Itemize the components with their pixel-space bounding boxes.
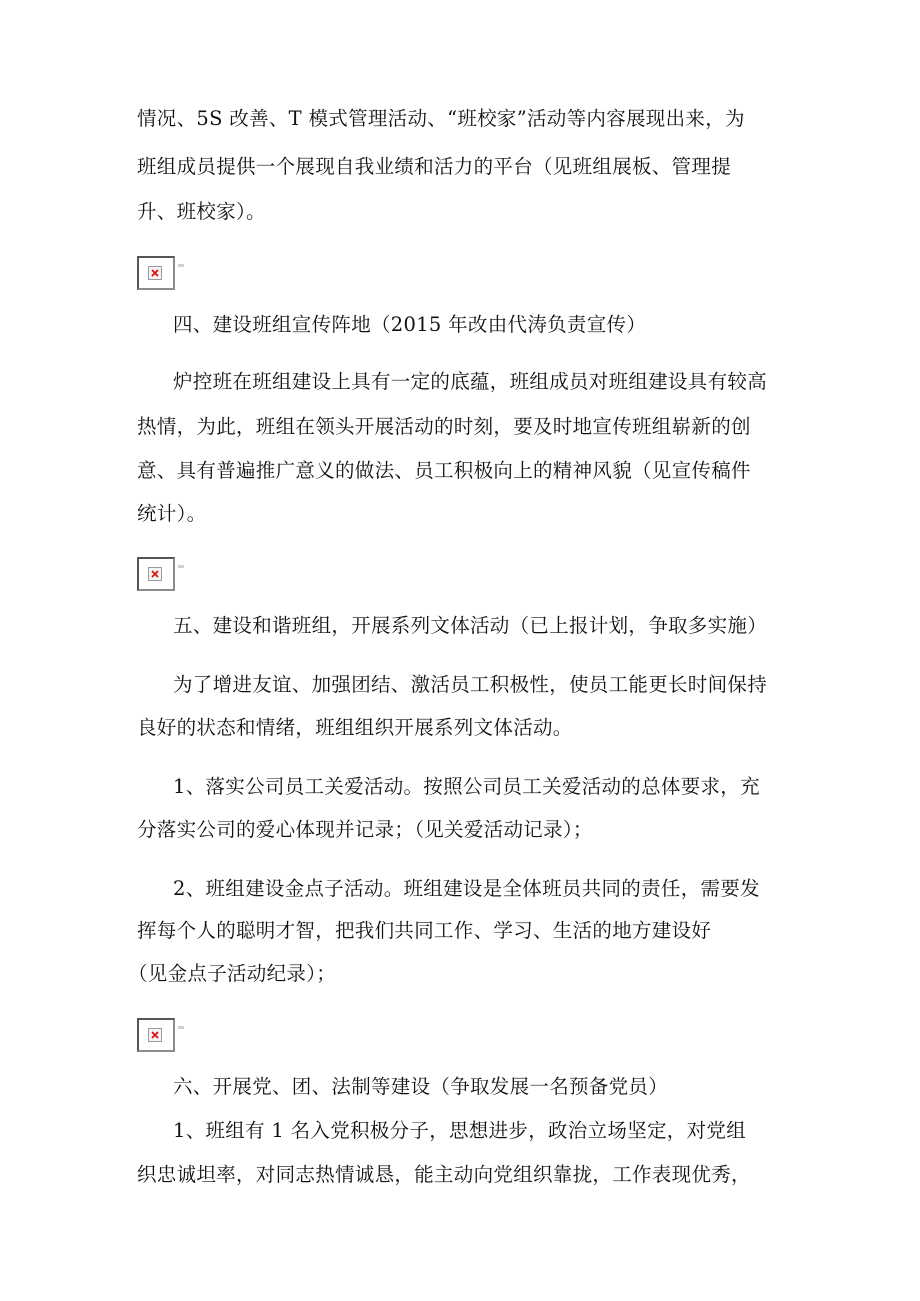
paragraph-line: 挥每个人的聪明才智，把我们共同工作、学习、生活的地方建设好 xyxy=(137,919,712,942)
list-item: 1、班组有 1 名入党积极分子，思想进步，政治立场坚定，对党组 xyxy=(173,1119,747,1142)
paragraph-line: 分落实公司的爱心体现并记录；（见关爱活动记录）； xyxy=(137,818,593,841)
broken-image-icon xyxy=(137,1018,175,1052)
broken-image-icon xyxy=(137,256,175,290)
list-item: 1、落实公司员工关爱活动。按照公司员工关爱活动的总体要求，充 xyxy=(173,775,760,798)
section-heading: 五、建设和谐班组，开展系列文体活动（已上报计划，争取多实施） xyxy=(173,614,768,637)
paragraph-line: 热情，为此，班组在领头开展活动的时刻，要及时地宣传班组崭新的创 xyxy=(137,415,751,438)
paragraph-line: 织忠诚坦率，对同志热情诚恳，能主动向党组织靠拢，工作表现优秀， xyxy=(137,1163,751,1186)
paragraph-line: 统计）。 xyxy=(137,502,207,525)
paragraph-line: 为了增进友谊、加强团结、激活员工积极性，使员工能更长时间保持 xyxy=(173,673,768,696)
section-heading: 六、开展党、团、法制等建设（争取发展一名预备党员） xyxy=(173,1075,669,1098)
paragraph-line: 情况、5S 改善、T 模式管理活动、“班校家”活动等内容展现出来，为 xyxy=(137,107,745,130)
paragraph-line: 炉控班在班组建设上具有一定的底蕴，班组成员对班组建设具有较高 xyxy=(173,370,768,393)
list-item: 2、班组建设金点子活动。班组建设是全体班员共同的责任，需要发 xyxy=(173,877,760,900)
paragraph-line: 意、具有普遍推广意义的做法、员工积极向上的精神风貌（见宣传稿件 xyxy=(137,459,751,482)
paragraph-line: （见金点子活动纪录）； xyxy=(128,962,337,985)
paragraph-line: 班组成员提供一个展现自我业绩和活力的平台（见班组展板、管理提 xyxy=(137,155,732,178)
paragraph-line: 升、班校家）。 xyxy=(137,200,266,223)
section-heading: 四、建设班组宣传阵地（2015 年改由代涛负责宣传） xyxy=(173,313,647,336)
broken-image-icon xyxy=(137,557,175,591)
paragraph-line: 良好的状态和情绪，班组组织开展系列文体活动。 xyxy=(137,716,573,739)
